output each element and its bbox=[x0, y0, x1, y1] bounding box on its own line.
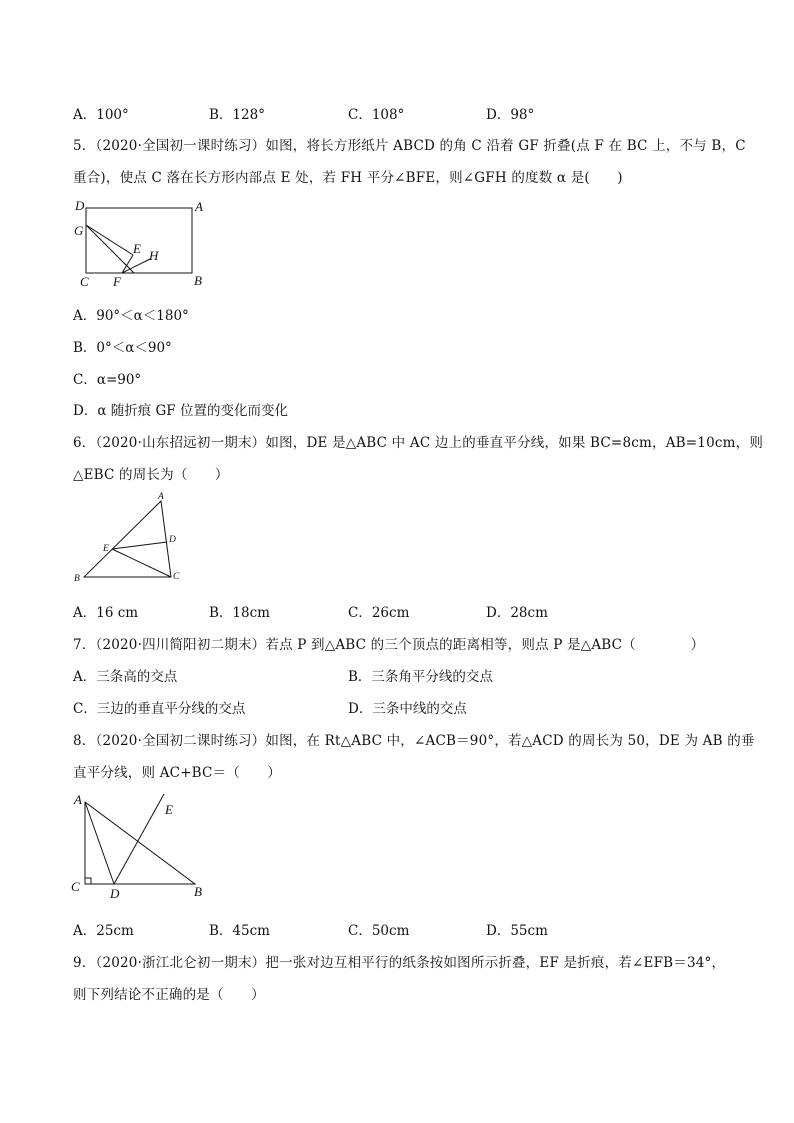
q6-option-a: A．16 cm bbox=[73, 605, 139, 621]
q6-label-e: E bbox=[103, 544, 109, 554]
q6-stem-line1: 6．（2020·山东招远初一期末）如图，DE 是△ABC 中 AC 边上的垂直平分线，如果 BC=8cm，AB=10cm，则 bbox=[73, 435, 764, 451]
q6-label-a: A bbox=[158, 492, 164, 502]
q8-segment-de bbox=[114, 794, 164, 884]
q6-option-b: B．18cm bbox=[209, 605, 270, 621]
q7-option-a: A．三条高的交点 bbox=[73, 669, 178, 685]
q6-label-c: C bbox=[173, 572, 180, 582]
q5-option-c: C．α=90° bbox=[73, 372, 142, 388]
q5-label-d: D bbox=[75, 198, 85, 213]
q8-label-e: E bbox=[165, 802, 173, 817]
q8-option-a: A．25cm bbox=[73, 923, 134, 939]
q5-label-f: F bbox=[113, 274, 121, 289]
q6-label-d: D bbox=[169, 535, 176, 545]
q8-option-b: B．45cm bbox=[209, 923, 270, 939]
q8-right-angle-mark bbox=[85, 878, 91, 884]
q5-label-h: H bbox=[149, 248, 159, 263]
q5-label-a: A bbox=[195, 199, 203, 214]
q6-segment-ed bbox=[112, 542, 167, 549]
q8-label-a: A bbox=[74, 792, 82, 807]
q8-stem-line1: 8．（2020·全国初二课时练习）如图，在 Rt△ABC 中，∠ACB＝90°，若△ACD 的周长为 50，DE 为 AB 的垂 bbox=[73, 733, 755, 749]
q7-option-c: C．三边的垂直平分线的交点 bbox=[73, 701, 246, 717]
q8-label-d: D bbox=[110, 886, 120, 900]
q8-option-d: D．55cm bbox=[486, 923, 548, 939]
q8-stem-line2: 直平分线，则 AC+BC＝（ ） bbox=[73, 765, 282, 781]
q6-option-d: D．28cm bbox=[486, 605, 548, 621]
q4-option-d: D．98° bbox=[486, 107, 535, 123]
q8-label-b: B bbox=[194, 884, 202, 899]
q5-option-a: A．90°＜α＜180° bbox=[73, 308, 189, 324]
q6-figure bbox=[70, 488, 190, 588]
q5-option-b: B．0°＜α＜90° bbox=[73, 340, 172, 356]
q4-option-c: C．108° bbox=[348, 107, 405, 123]
q8-triangle-acb bbox=[85, 802, 195, 884]
q8-segment-ad bbox=[85, 802, 114, 884]
q5-figure bbox=[70, 197, 210, 292]
q5-label-c: C bbox=[80, 274, 89, 289]
q5-segment-ge bbox=[86, 225, 133, 255]
q5-option-d: D．α 随折痕 GF 位置的变化而变化 bbox=[73, 403, 288, 419]
q6-label-b: B bbox=[74, 574, 80, 584]
q5-label-e: E bbox=[133, 241, 141, 256]
q6-segment-ec bbox=[112, 549, 171, 577]
q4-option-b: B．128° bbox=[209, 107, 265, 123]
q7-stem-line1: 7．（2020·四川简阳初二期末）若点 P 到△ABC 的三个顶点的距离相等，则点 P 是△ABC（ ） bbox=[73, 637, 705, 653]
q6-option-c: C．26cm bbox=[348, 605, 410, 621]
q5-stem-line1: 5．（2020·全国初一课时练习）如图，将长方形纸片 ABCD 的角 C 沿着 GF 折叠(点 F 在 BC 上，不与 B，C bbox=[73, 138, 746, 154]
q5-stem-line2: 重合)，使点 C 落在长方形内部点 E 处，若 FH 平分∠BFE，则∠GFH 的度数 α 是( ) bbox=[73, 170, 623, 186]
q4-option-a: A．100° bbox=[73, 107, 129, 123]
q8-label-c: C bbox=[71, 879, 80, 894]
q6-triangle-abc bbox=[84, 501, 171, 577]
q5-label-g: G bbox=[74, 223, 84, 238]
q6-stem-line2: △EBC 的周长为（ ） bbox=[73, 467, 229, 483]
q8-figure bbox=[64, 788, 214, 900]
q9-stem-line2: 则下列结论不正确的是（ ） bbox=[73, 987, 265, 1003]
q9-stem-line1: 9．（2020·浙江北仑初一期末）把一张对边互相平行的纸条按如图所示折叠，EF 是折痕，若∠EFB＝34°， bbox=[73, 955, 726, 971]
q7-option-d: D．三条中线的交点 bbox=[348, 701, 467, 717]
q7-option-b: B．三条角平分线的交点 bbox=[348, 669, 493, 685]
q8-option-c: C．50cm bbox=[348, 923, 410, 939]
q5-label-b: B bbox=[194, 273, 202, 288]
